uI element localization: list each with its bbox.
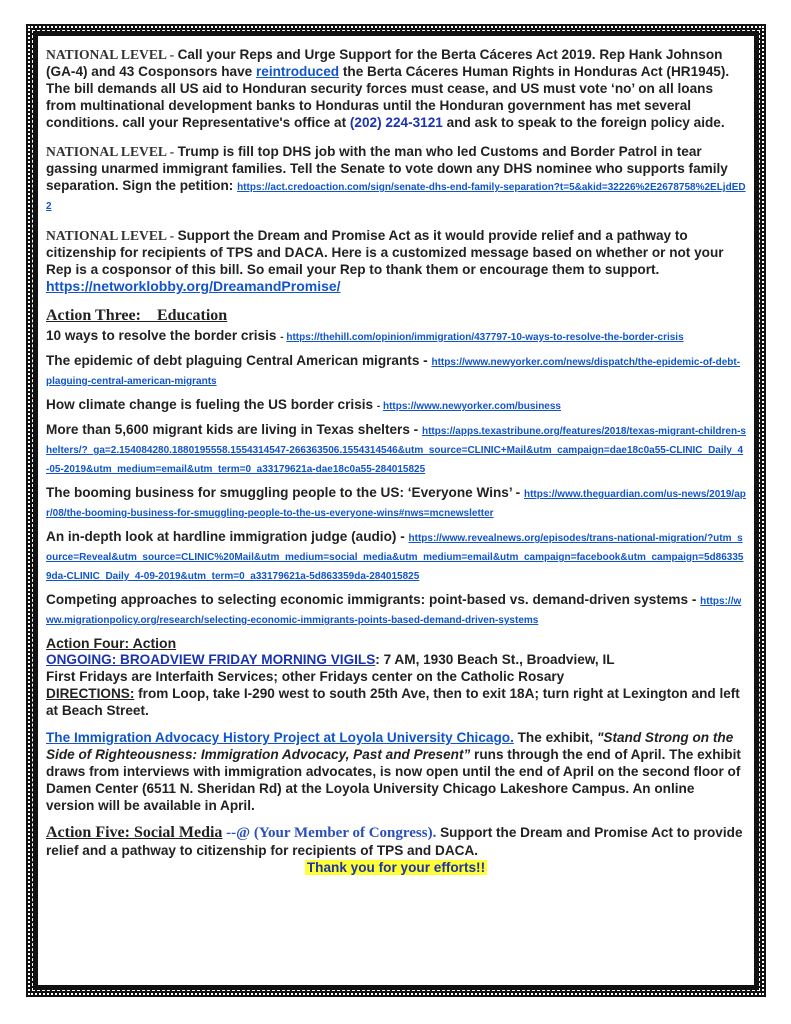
education-item	[46, 484, 746, 522]
action-five: Action Five: Social Media --@ (Your Member of Congress). Support the Dream and Promise Act to provide relief and a pathway to citizenship for recipients of TPS and DACA.	[46, 824, 743, 858]
loyola-project: The Immigration Advocacy History Project at Loyola University Chicago. The exhibit, "Stand Strong on the Side of Righteousness: Immigration Advocacy, Past and Present” runs through the end of April. The exhibit draws from interviews with immigration advocates, is now open until the end of April on the second floor of Damen Center (6511 N. Sheridan Rd) at the Loyola University Chicago Lakeshore Campus. An online version will be available in April.	[46, 730, 741, 813]
education-item-title: An in-depth look at hardline immigration judge (audio) -	[46, 529, 409, 544]
national-level-dhs: NATIONAL LEVEL - Trump is fill top DHS job with the man who led Customs and Border Patrol in tear gassing unarmed immigrant families. Tell the Senate to vote down any DHS nominee who supports family separation. Sign the petition: https://act.credoaction.com/sign/senate-dhs-end-family-separation?t=5&akid=32226%2E2678758%2ELjdED2	[46, 144, 746, 212]
education-item-title: Competing approaches to selecting economic immigrants: point-based vs. demand-driven systems -	[46, 592, 701, 607]
thank-you-highlight: Thank you for your efforts!!	[306, 860, 486, 875]
education-item	[46, 591, 746, 629]
networklobby-link[interactable]: https://networklobby.org/DreamandPromise/	[46, 278, 341, 294]
section-lead: NATIONAL LEVEL -	[46, 228, 178, 243]
action-five-heading: Action Five: Social Media	[46, 824, 223, 841]
vigil-line: ONGOING: BROADVIEW FRIDAY MORNING VIGILS: 7 AM, 1930 Beach St., Broadview, IL	[46, 652, 615, 667]
education-item-link[interactable]: https://www.newyorker.com/news/dispatch/the-epidemic-of-debt-plaguing-central-american-migrants	[46, 357, 741, 387]
exhibit-title: "Stand Strong on the Side of Righteousness: Immigration Advocacy, Past and Present”	[46, 730, 734, 762]
vigil-link[interactable]: ONGOING: BROADVIEW FRIDAY MORNING VIGILS	[46, 652, 376, 667]
education-item-link[interactable]: https://www.newyorker.com/business	[382, 401, 561, 412]
education-item-title: The epidemic of debt plaguing Central American migrants -	[46, 353, 432, 368]
reintroduced-link[interactable]: reintroduced	[256, 64, 340, 79]
education-item-link[interactable]: https://www.theguardian.com/us-news/2019/apr/08/the-booming-business-for-smuggling-people-to-the-us-everyone-wins#nws=mcnewsletter	[46, 489, 746, 519]
national-level-berta: NATIONAL LEVEL - Call your Reps and Urge Support for the Berta Cáceres Act 2019. Rep Hank Johnson (GA-4) and 43 Cosponsors have reintroduced the Berta Cáceres Human Rights in Honduras Act (HR1945). The bill demands all US aid to Honduran security forces must cease, and US must vote ‘no’ on all loans from multinational development banks to Honduras until the Honduran government has met several conditions. call your Representative's office at (202) 224-3121 and ask to speak to the foreign policy aide.	[46, 47, 730, 130]
education-item-link[interactable]: https://apps.texastribune.org/features/2018/texas-migrant-children-shelters/?_ga=2.154084280.1880195558.1554314547-266363506.1554314546&utm_source=CLINIC+Mail&utm_campaign=dae18c0a55-CLINIC_Daily_4-05-2019&utm_medium=email&utm_term=0_a33179621a-dae18c0a55-284015825	[46, 426, 746, 475]
education-item-title: 10 ways to resolve the border crisis	[46, 328, 281, 343]
flyer-content	[46, 46, 746, 876]
education-item-link[interactable]: https://thehill.com/opinion/immigration/437797-10-ways-to-resolve-the-border-crisis	[286, 332, 684, 343]
section-lead: NATIONAL LEVEL -	[46, 144, 178, 159]
education-item-sep: -	[280, 332, 287, 343]
education-item	[46, 352, 746, 390]
interfaith-line: First Fridays are Interfaith Services; other Fridays center on the Catholic Rosary	[46, 669, 565, 684]
petition-link[interactable]: https://act.credoaction.com/sign/senate-dhs-end-family-separation?t=5&akid=32226%2E2678758%2ELjdED2	[46, 182, 746, 212]
section-lead: NATIONAL LEVEL -	[46, 47, 178, 62]
education-item	[46, 396, 746, 415]
national-level-dream: NATIONAL LEVEL - Support the Dream and Promise Act as it would provide relief and a pathway to citizenship for recipients of TPS and DACA. Here is a customized message based on whether or not your Rep is a cosponsor of this bill. So email your Rep to thank them or encourage them to support. https://networklobby.org/DreamandPromise/	[46, 228, 724, 294]
thanks-line	[46, 859, 746, 876]
member-handle: --@ (Your Member of Congress).	[222, 825, 437, 841]
education-list	[46, 327, 746, 629]
action-three-heading: Action Three: Education	[46, 307, 228, 324]
education-item-title: More than 5,600 migrant kids are living in Texas shelters -	[46, 422, 422, 437]
education-item-title: How climate change is fueling the US border crisis	[46, 397, 377, 412]
action-four-heading: Action Four: Action	[46, 635, 177, 651]
education-item-link[interactable]: https://www.migrationpolicy.org/research/selecting-economic-immigrants-points-based-demand-driven-systems	[46, 596, 742, 626]
education-item	[46, 421, 746, 478]
loyola-project-link[interactable]: The Immigration Advocacy History Project at Loyola University Chicago.	[46, 730, 514, 745]
directions-label: DIRECTIONS:	[46, 686, 135, 701]
phone-number: (202) 224-3121	[349, 115, 443, 130]
education-item-sep: -	[376, 401, 383, 412]
education-item	[46, 327, 746, 346]
education-item-title: The booming business for smuggling people to the US: ‘Everyone Wins’ -	[46, 485, 524, 500]
education-item	[46, 528, 746, 585]
education-item-link[interactable]: https://www.revealnews.org/episodes/trans-national-migration/?utm_source=Reveal&utm_source=CLINIC%20Mail&utm_medium=social_media&utm_medium=email&utm_campaign=facebook&utm_campaign=5d863359da-CLINIC_Daily_4-09-2019&utm_term=0_a33179621a-5d863359da-284015825	[46, 533, 744, 582]
directions: DIRECTIONS: from Loop, take I-290 west to south 25th Ave, then to exit 18A; turn right at Lexington and left at Beach Street.	[46, 686, 740, 718]
